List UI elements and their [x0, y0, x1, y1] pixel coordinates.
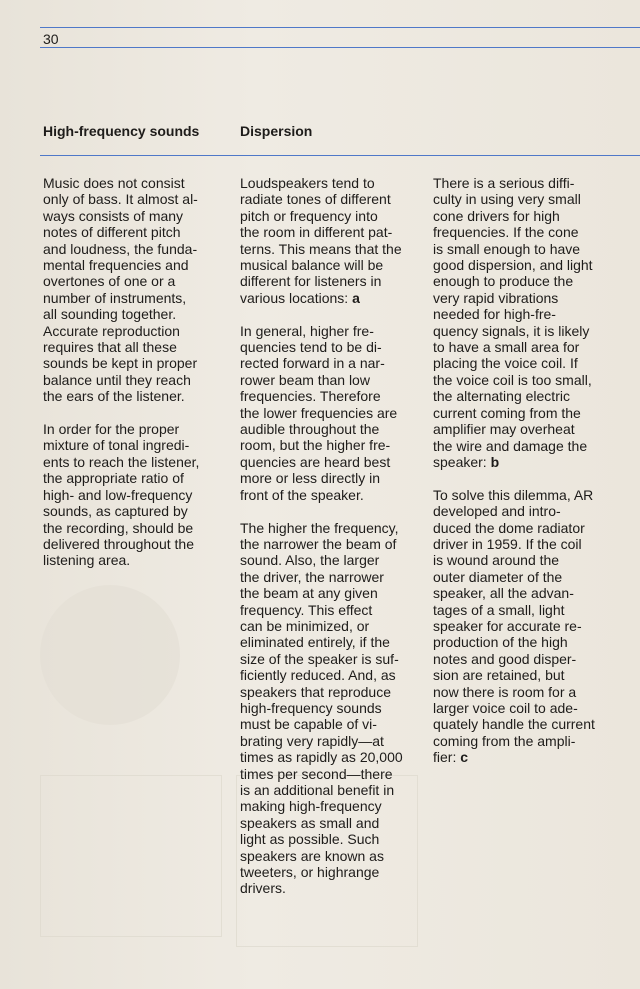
text-line: now there is room for a	[433, 683, 577, 700]
text-line: sion are retained, but	[433, 667, 565, 684]
text-line: duced the dome radiator	[433, 519, 585, 536]
text-line: room, but the higher fre-	[240, 437, 391, 454]
text-line: developed and intro-	[433, 503, 561, 520]
text-line: culty in using very small	[433, 191, 581, 208]
text-line: listening area.	[43, 552, 131, 569]
text-line: The higher the frequency,	[240, 519, 399, 536]
text-line: amplifier may overheat	[433, 421, 575, 438]
paragraph	[433, 487, 633, 766]
heading-high-frequency-sounds: High-frequency sounds	[43, 123, 200, 139]
text-line: high-frequency sounds	[240, 699, 382, 716]
text-line: is an additional benefit in	[240, 782, 395, 798]
text-line: high- and low-frequency	[43, 486, 193, 503]
text-line: driver in 1959. If the coil	[433, 535, 582, 552]
text-line: notes and good disper-	[433, 650, 577, 667]
text-line: must be capable of vi-	[240, 716, 377, 733]
text-line: frequencies. Therefore	[240, 388, 381, 405]
text-line: the lower frequencies are	[240, 404, 398, 421]
text-line: tweeters, or highrange	[240, 864, 380, 881]
text-line: very rapid vibrations	[433, 289, 559, 306]
paragraph	[43, 175, 228, 405]
text-line: needed for high-fre-	[433, 306, 556, 323]
text-line: To solve this dilemma, AR	[433, 486, 594, 503]
text-line: drivers.	[240, 880, 286, 897]
text-line: and loudness, the funda-	[43, 240, 198, 257]
text-line: quencies are heard best	[240, 453, 391, 470]
column-middle	[240, 175, 425, 913]
text-line: is wound around the	[433, 552, 560, 569]
text-line: speaker, all the advan-	[433, 585, 574, 602]
text-line: pitch or frequency into	[240, 207, 378, 224]
text-line: frequencies. If the cone	[433, 224, 579, 241]
text-line: good dispersion, and light	[433, 257, 593, 274]
text-line: notes of different pitch	[43, 224, 181, 241]
paragraph	[433, 175, 633, 470]
text-line: rected forward in a nar-	[240, 355, 385, 372]
text-line: quencies tend to be di-	[240, 339, 382, 356]
text-line: current coming from the	[433, 404, 581, 421]
text-line: speakers are known as	[240, 847, 384, 864]
text-line: the recording, should be	[43, 519, 194, 536]
heading-dispersion: Dispersion	[240, 123, 313, 139]
text-line: ents to reach the listener,	[43, 453, 200, 470]
text-line: cone drivers for high	[433, 207, 560, 224]
text-line: size of the speaker is suf-	[240, 650, 399, 667]
text-line: to have a small area for	[433, 339, 580, 356]
text-line: fier:	[433, 749, 461, 766]
text-line: delivered throughout the	[43, 535, 194, 552]
page-number: 30	[43, 31, 59, 47]
text-line: eliminated entirely, if the	[240, 634, 390, 651]
text-line: front of the speaker.	[240, 486, 364, 503]
text-line: frequency. This effect	[240, 601, 373, 618]
text-line: various locations:	[240, 289, 353, 306]
figure-reference: a	[352, 289, 360, 306]
text-line: outer diameter of the	[433, 568, 563, 585]
top-rule	[40, 27, 640, 28]
text-line: brating very rapidly—at	[240, 732, 384, 749]
text-line: the wire and damage the	[433, 437, 588, 454]
text-line: light as possible. Such	[240, 831, 380, 848]
section-rule	[40, 155, 640, 156]
text-line: the room in different pat-	[240, 224, 393, 241]
figure-reference: c	[460, 749, 469, 766]
paragraph	[43, 421, 228, 569]
text-line: making high-frequency	[240, 798, 382, 815]
text-line: number of instruments,	[43, 289, 187, 306]
text-line: In general, higher fre-	[240, 322, 374, 339]
text-line: speaker for accurate re-	[433, 617, 582, 634]
paragraph	[240, 323, 425, 503]
text-line: placing the voice coil. If	[433, 355, 578, 372]
text-line: larger voice coil to ade-	[433, 699, 578, 716]
text-line: ficiently reduced. And, as	[240, 667, 396, 684]
text-line: coming from the ampli-	[433, 732, 576, 749]
text-line: ways consists of many	[43, 207, 184, 224]
text-line: requires that all these	[43, 339, 177, 356]
text-line: radiate tones of different	[240, 191, 391, 208]
text-line: quately handle the current	[433, 716, 595, 733]
text-line: Music does not consist	[43, 175, 185, 191]
text-line: only of bass. It almost al-	[43, 191, 198, 208]
text-line: the driver, the narrower	[240, 568, 384, 585]
text-line: Loudspeakers tend to	[240, 175, 375, 191]
text-line: mixture of tonal ingredi-	[43, 437, 190, 454]
text-line: overtones of one or a	[43, 273, 176, 290]
text-line: Accurate reproduction	[43, 322, 180, 339]
bleed-through-box-left	[40, 775, 222, 937]
text-line: speaker:	[433, 453, 491, 470]
text-line: enough to produce the	[433, 273, 574, 290]
text-line: can be minimized, or	[240, 617, 370, 634]
text-line: the alternating electric	[433, 388, 570, 405]
text-line: speakers as small and	[240, 814, 380, 831]
text-line: the ears of the listener.	[43, 388, 185, 405]
text-line: terns. This means that the	[240, 240, 402, 257]
text-line: sound. Also, the larger	[240, 552, 380, 569]
text-line: more or less directly in	[240, 470, 381, 487]
text-line: musical balance will be	[240, 257, 384, 274]
text-line: quency signals, it is likely	[433, 322, 590, 339]
text-line: rower beam than low	[240, 371, 370, 388]
text-line: sounds be kept in proper	[43, 355, 198, 372]
text-line: sounds, as captured by	[43, 503, 188, 520]
text-line: the voice coil is too small,	[433, 371, 592, 388]
text-line: different for listeners in	[240, 273, 382, 290]
text-line: times as rapidly as 20,000	[240, 749, 403, 766]
text-line: the appropriate ratio of	[43, 470, 184, 487]
bleed-through-circle	[40, 585, 180, 725]
header-rule	[40, 47, 640, 48]
text-line: balance until they reach	[43, 371, 191, 388]
text-line: is small enough to have	[433, 240, 581, 257]
paragraph	[240, 175, 425, 306]
text-line: audible throughout the	[240, 421, 380, 438]
text-line: production of the high	[433, 634, 568, 651]
text-line: the beam at any given	[240, 585, 378, 602]
text-line: times per second—there	[240, 765, 393, 782]
text-line: all sounding together.	[43, 306, 177, 323]
text-line: tages of a small, light	[433, 601, 565, 618]
paragraph	[240, 520, 425, 897]
text-line: mental frequencies and	[43, 257, 189, 274]
column-right	[433, 175, 633, 782]
text-line: the narrower the beam of	[240, 535, 397, 552]
text-line: speakers that reproduce	[240, 683, 391, 700]
column-left	[43, 175, 228, 585]
text-line: In order for the proper	[43, 421, 180, 438]
figure-reference: b	[490, 453, 500, 470]
text-line: There is a serious diffi-	[433, 175, 575, 191]
